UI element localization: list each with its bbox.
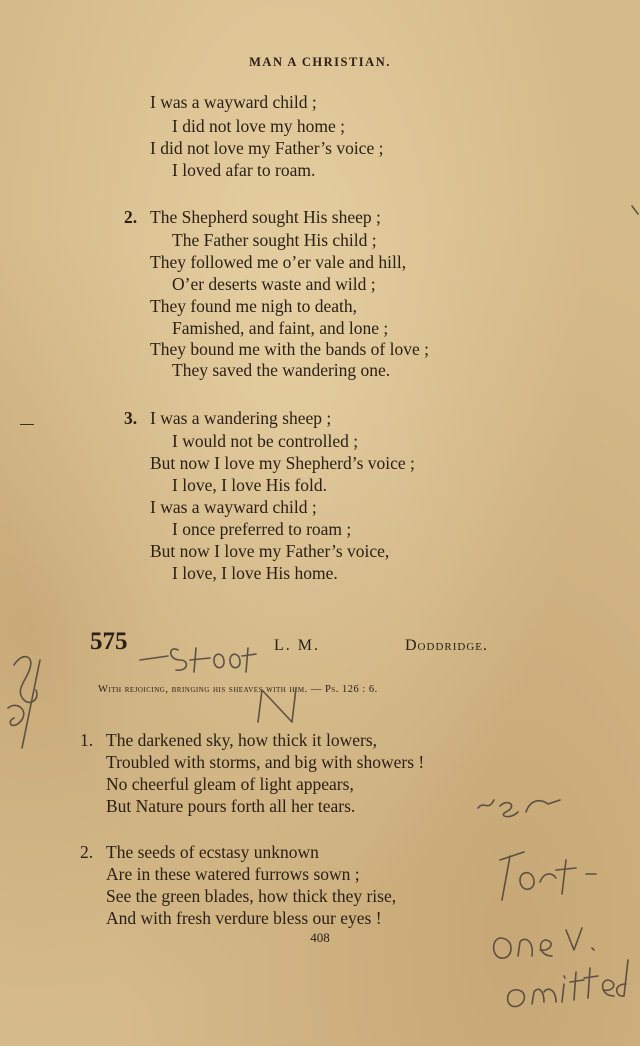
verse-line: I did not love my home ; — [172, 116, 346, 136]
verse-line: The Shepherd sought His sheep ; — [150, 207, 381, 227]
verse-line: The Father sought His child ; — [172, 230, 377, 250]
verse-line: But now I love my Shepherd’s voice ; — [150, 453, 415, 473]
running-head: MAN A CHRISTIAN. — [249, 55, 391, 69]
verse-line: Are in these watered furrows sown ; — [106, 864, 360, 884]
verse-line: The darkened sky, how thick it lowers, — [106, 730, 378, 750]
verse-line: They saved the wandering one. — [172, 360, 391, 380]
stanza-number: 1. — [80, 730, 94, 750]
verse-line: But now I love my Father’s voice, — [150, 541, 390, 561]
verse-line: I love, I love His fold. — [172, 475, 328, 495]
stanza-number: 2. — [80, 842, 94, 862]
verse-line: And with fresh verdure bless our eyes ! — [106, 908, 382, 928]
verse-line: See the green blades, how thick they rise, — [106, 886, 397, 906]
verse-line: They bound me with the bands of love ; — [150, 339, 429, 359]
hymn-number: 575 — [90, 628, 128, 655]
verse-line: I would not be controlled ; — [172, 431, 359, 451]
verse-line: I was a wayward child ; — [150, 497, 317, 517]
stanza-number: 2. — [124, 207, 138, 227]
verse-line: I love, I love His home. — [172, 563, 338, 583]
page-number: 408 — [310, 930, 330, 945]
verse-line: I did not love my Father’s voice ; — [150, 138, 384, 158]
verse-line: They found me nigh to death, — [150, 296, 358, 316]
verse-line: I loved afar to roam. — [172, 160, 316, 180]
verse-line: Troubled with storms, and big with showers ! — [106, 752, 425, 772]
verse-line: I was a wandering sheep ; — [150, 408, 332, 428]
stanza-number: 3. — [124, 408, 138, 428]
verse-line: The seeds of ecstasy unknown — [106, 842, 319, 862]
verse-line: Famished, and faint, and lone ; — [172, 318, 389, 338]
verse-line: I once preferred to roam ; — [172, 519, 352, 539]
verse-line: But Nature pours forth all her tears. — [106, 796, 356, 816]
hymn-author: Doddridge. — [405, 637, 488, 654]
hymn-meter: L. M. — [274, 637, 320, 654]
verse-line: I was a wayward child ; — [150, 92, 317, 112]
verse-line: They followed me o’er vale and hill, — [150, 252, 407, 272]
verse-line: No cheerful gleam of light appears, — [106, 774, 354, 794]
scripture-reference: With rejoicing, bringing his sheaves with him. — Ps. 126 : 6. — [98, 684, 378, 695]
verse-line: O’er deserts waste and wild ; — [172, 274, 376, 294]
